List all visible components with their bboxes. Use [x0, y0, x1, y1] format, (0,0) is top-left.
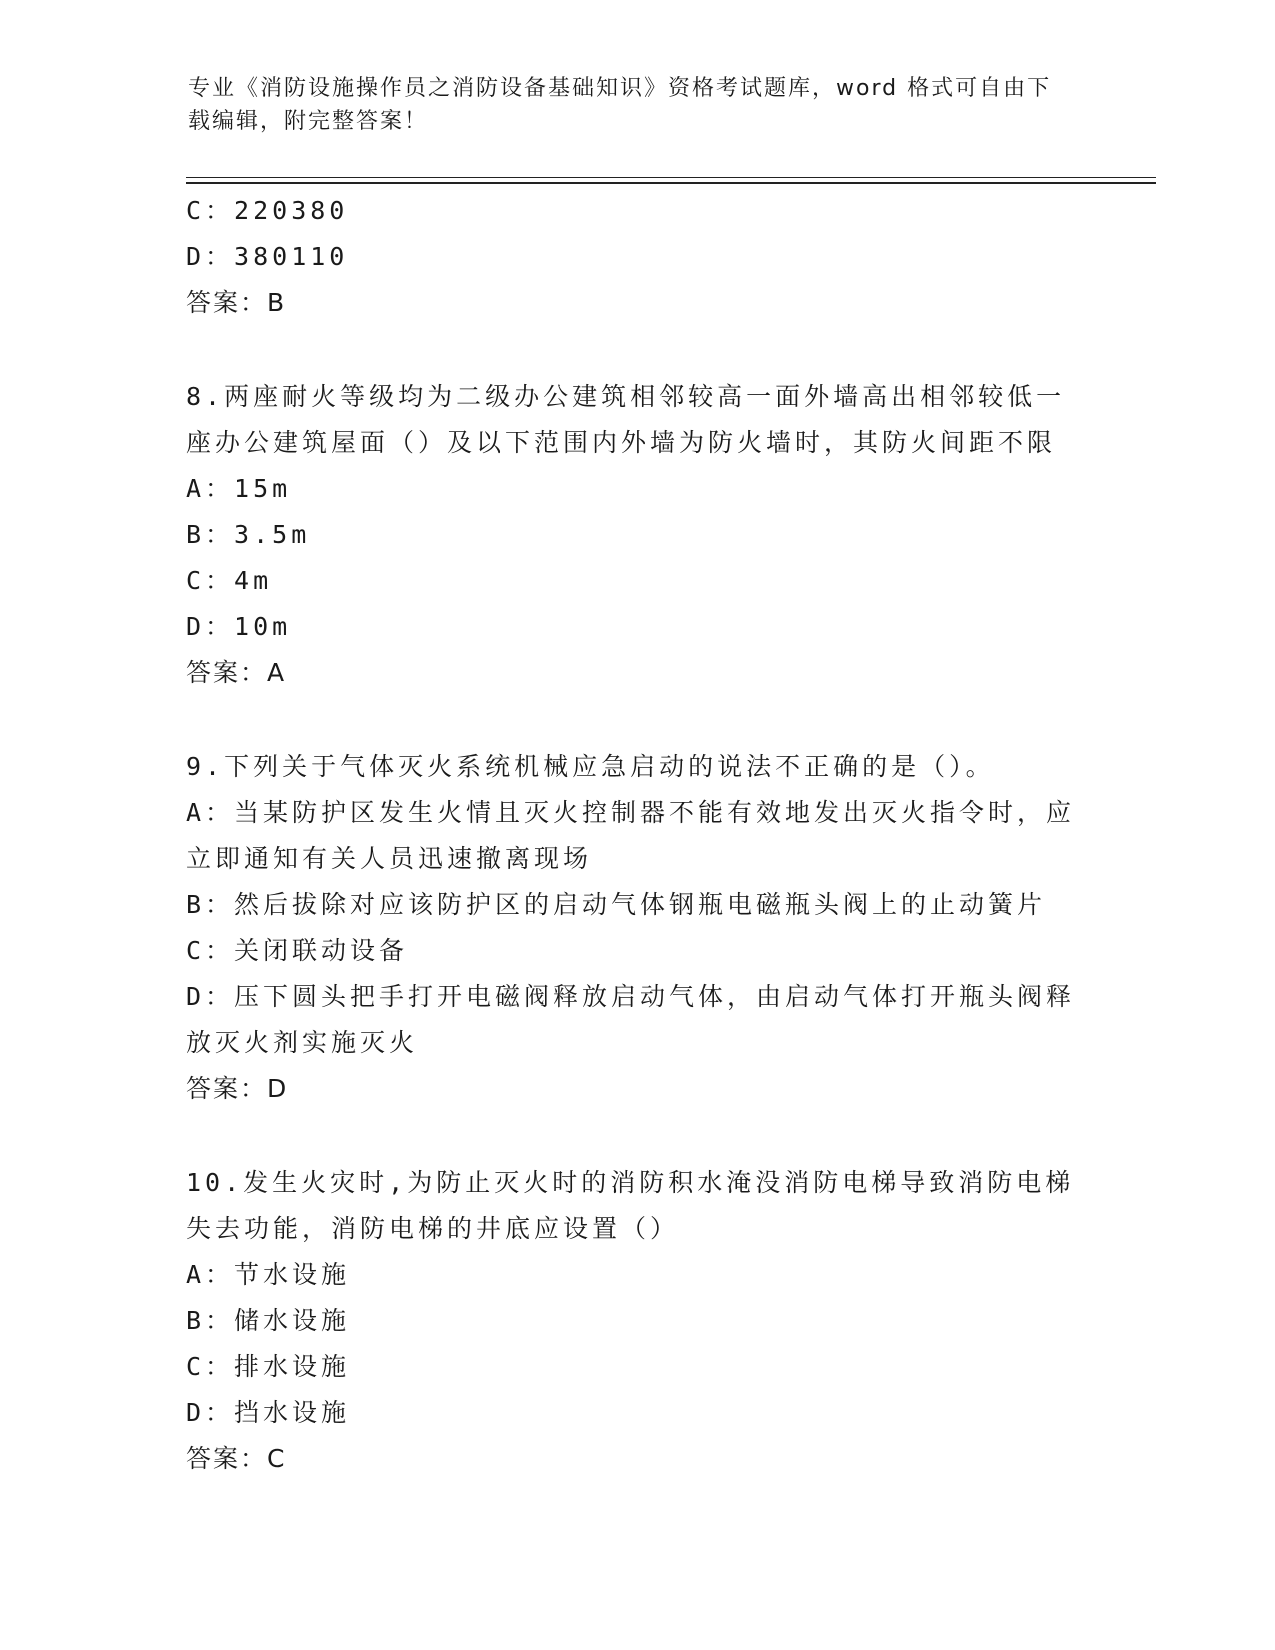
option-b: B：3.5m — [186, 520, 311, 549]
option-c: C：4m — [186, 566, 273, 595]
question-stem: 10.发生火灾时,为防止灭火时的消防积水淹没消防电梯导致消防电梯失去功能，消防电梯的井底应设置（） — [186, 1168, 1075, 1243]
option-d: D：挡水设施 — [186, 1398, 351, 1427]
option-d: D：10m — [186, 612, 292, 641]
answer-label: 答案：B — [186, 288, 287, 317]
option-c: C：排水设施 — [186, 1352, 351, 1381]
option-c: C：220380 — [186, 196, 349, 225]
question-7-continued — [186, 188, 1086, 326]
header-divider-thin — [186, 177, 1156, 178]
header-divider-thick — [186, 182, 1156, 184]
option-a: A：节水设施 — [186, 1260, 351, 1289]
answer-label: 答案：A — [186, 658, 287, 687]
option-a: A：15m — [186, 474, 292, 503]
question-stem: 8.两座耐火等级均为二级办公建筑相邻较高一面外墙高出相邻较低一座办公建筑屋面（）及以下范围内外墙为防火墙时，其防火间距不限 — [186, 382, 1066, 457]
option-a: A：当某防护区发生火情且灭火控制器不能有效地发出灭火指令时，应立即通知有关人员迅速撤离现场 — [186, 798, 1076, 873]
answer-label: 答案：C — [186, 1444, 287, 1473]
option-d: D：压下圆头把手打开电磁阀释放启动气体，由启动气体打开瓶头阀释放灭火剂实施灭火 — [186, 982, 1076, 1057]
question-10 — [186, 1160, 1086, 1482]
question-8 — [186, 374, 1086, 696]
option-c: C：关闭联动设备 — [186, 936, 409, 965]
question-9 — [186, 744, 1086, 1112]
document-header: 专业《消防设施操作员之消防设备基础知识》资格考试题库，word 格式可自由下载编辑，附完整答案！ — [188, 76, 1052, 134]
option-d: D：380110 — [186, 242, 349, 271]
question-stem: 9.下列关于气体灭火系统机械应急启动的说法不正确的是（）。 — [186, 752, 995, 781]
question-list — [186, 188, 1086, 1482]
option-b: B：储水设施 — [186, 1306, 351, 1335]
option-b: B：然后拔除对应该防护区的启动气体钢瓶电磁瓶头阀上的止动簧片 — [186, 890, 1047, 919]
answer-label: 答案：D — [186, 1074, 289, 1103]
